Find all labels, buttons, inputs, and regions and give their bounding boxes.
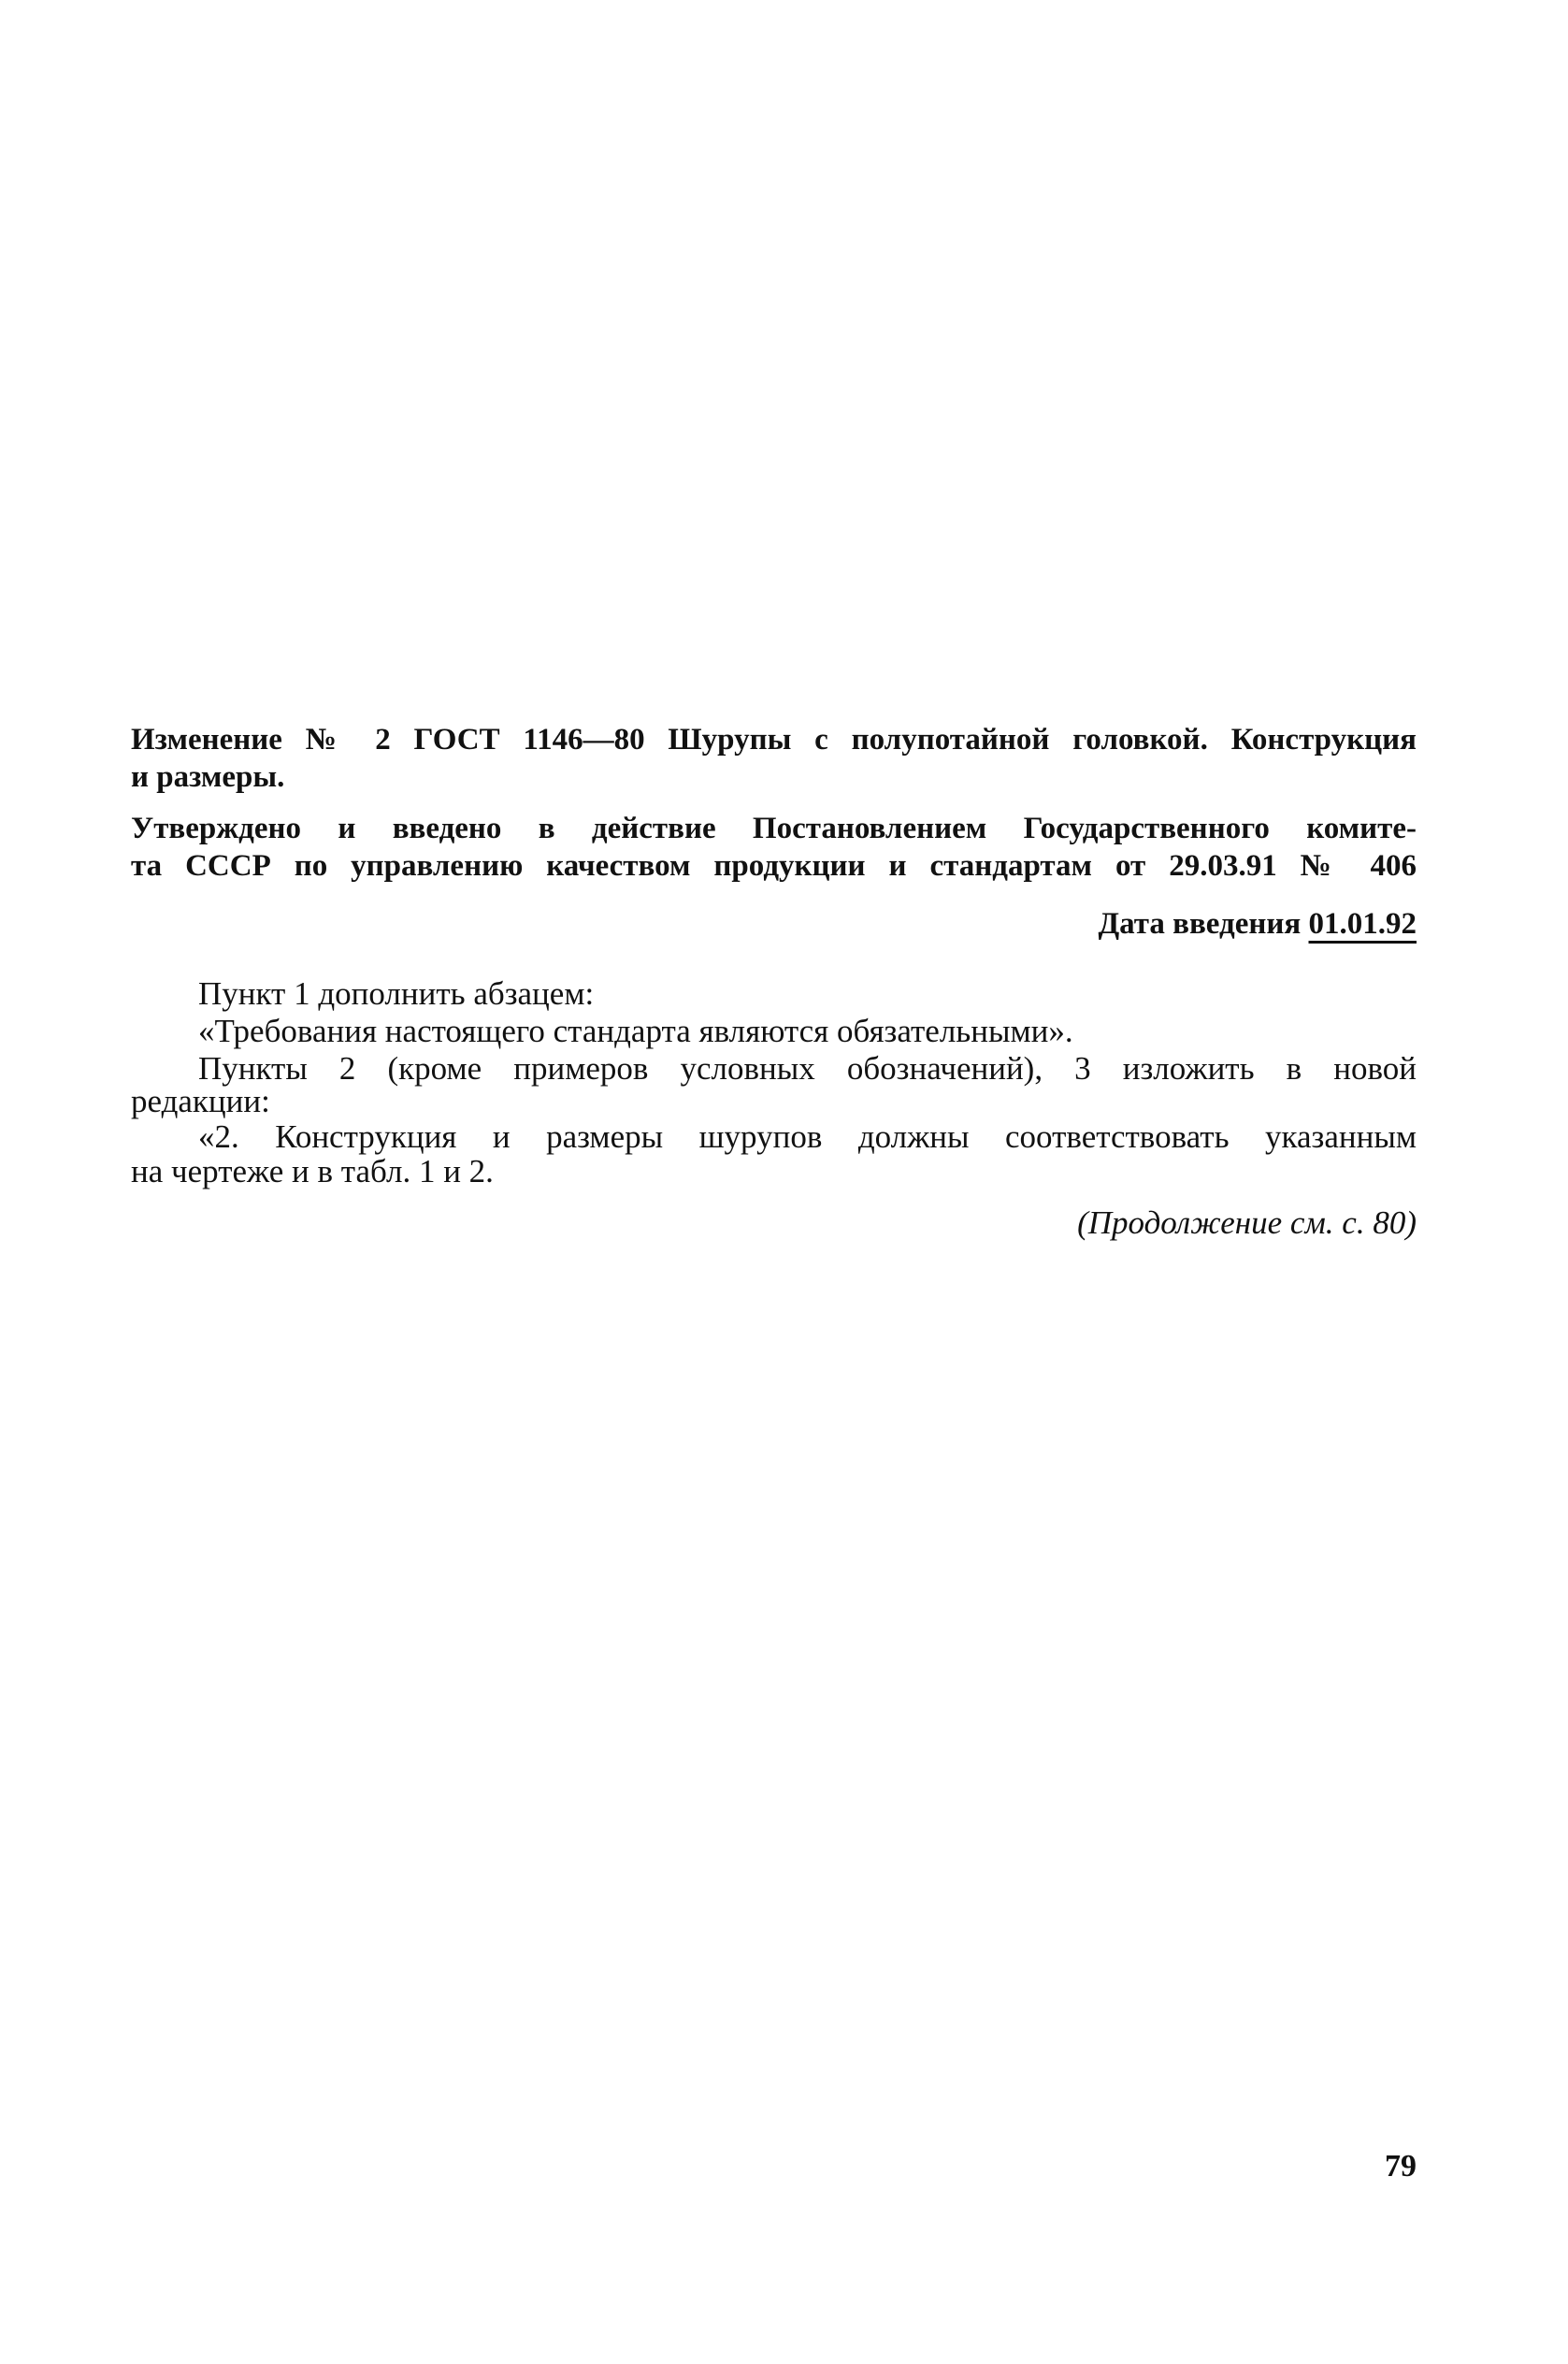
paragraph-1: Пункт 1 дополнить абзацем: <box>198 975 595 1012</box>
paragraph-2: «Требования настоящего стандарта являются обязательными». <box>198 1013 1073 1049</box>
paragraph-4-line-1: «2. Конструкция и размеры шурупов должны соответствовать указанным <box>198 1118 1417 1155</box>
approval-line-1: Утверждено и введено в действие Постановлением Государственного комите- <box>131 812 1417 845</box>
amendment-title-line-2: и размеры. <box>131 760 285 794</box>
effective-date <box>131 909 1417 940</box>
amendment-title-line-1: Изменение № 2 ГОСТ 1146—80 Шурупы с полупотайной головкой. Конструкция <box>131 723 1417 757</box>
paragraph-3-line-2: редакции: <box>131 1083 270 1119</box>
approval-line-2: та СССР по управлению качеством продукции и стандартам от 29.03.91 № 406 <box>131 849 1417 883</box>
continuation-note: (Продолжение см. с. 80) <box>1077 1204 1417 1241</box>
page-number: 79 <box>1385 2149 1417 2184</box>
effective-date-value: 01.01.92 <box>1308 907 1417 941</box>
paragraph-3-line-1: Пункты 2 (кроме примеров условных обозначений), 3 изложить в новой <box>198 1050 1417 1087</box>
paragraph-4-line-2: на чертеже и в табл. 1 и 2. <box>131 1153 494 1189</box>
effective-date-label: Дата введения <box>1098 907 1309 941</box>
